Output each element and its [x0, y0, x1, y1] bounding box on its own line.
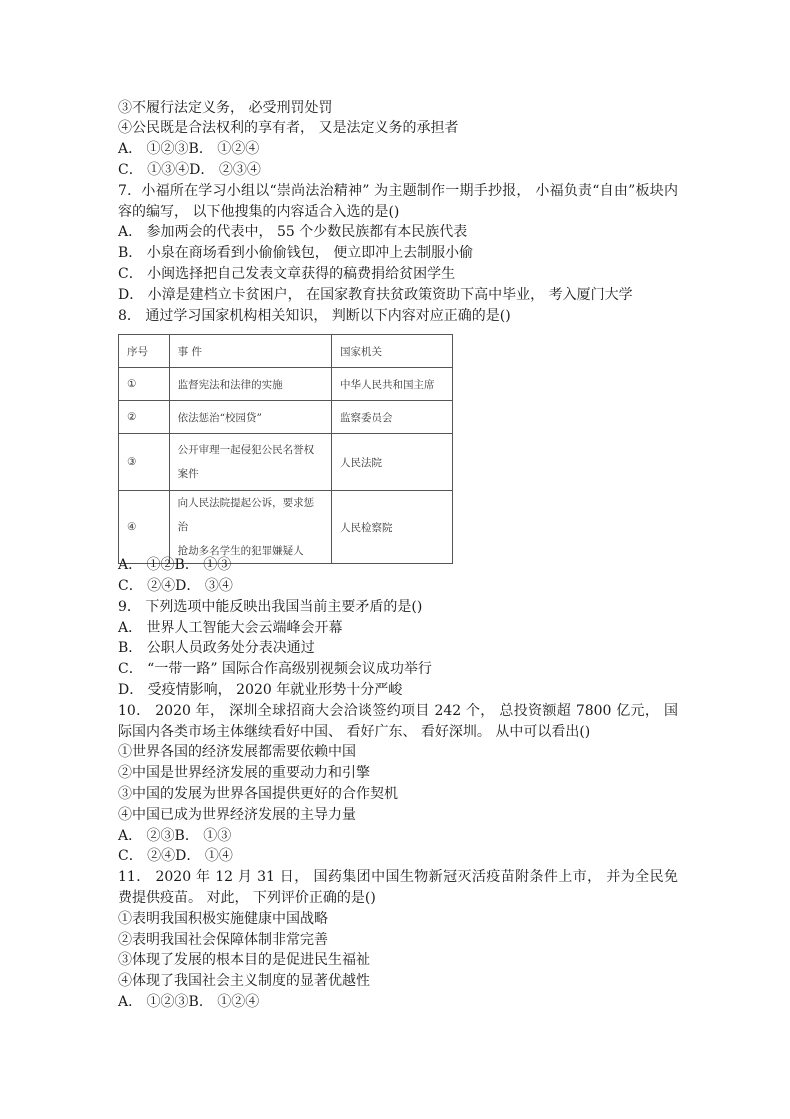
- row-number: ③: [119, 434, 170, 491]
- option-line: ④体现了我国社会主义制度的显著优越性: [118, 973, 370, 989]
- question-8-stem: 8． 通过学习国家机构相关知识， 判断以下内容对应正确的是(): [118, 308, 511, 324]
- option-line: ②表明我国社会保障体制非常完善: [118, 932, 328, 948]
- choice-a: A． 参加两会的代表中， 55 个少数民族都有本民族代表: [118, 224, 468, 240]
- option-line: ③中国的发展为世界各国提供更好的合作契机: [118, 786, 398, 802]
- question-10-stem-cont: 际国内各类市场主体继续看好中国、 看好广东、 看好深圳。 从中可以看出(): [118, 724, 591, 740]
- option-line: ④公民既是合法权利的享有者， 又是法定义务的承担者: [118, 120, 459, 136]
- answer-choices: A． ①②③B． ①②④: [118, 994, 260, 1010]
- organ-cell: 中华人民共和国主席: [332, 368, 453, 401]
- table-row: [119, 434, 453, 491]
- row-number: ①: [119, 368, 170, 401]
- question-10-stem: 10． 2020 年， 深圳全球招商大会洽谈签约项目 242 个， 总投资额超 7800 亿元， 国: [118, 703, 678, 719]
- organ-cell: 人民法院: [332, 434, 453, 491]
- choice-c: C． “一带一路” 国际合作高级别视频会议成功举行: [118, 661, 432, 677]
- choice-a: A． 世界人工智能大会云端峰会开幕: [118, 620, 343, 636]
- event-line: 公开审理一起侵犯公民名誉权: [177, 444, 315, 456]
- question-11-stem-cont: 费提供疫苗。 对此， 下列评价正确的是(): [118, 890, 376, 906]
- event-cell: [169, 434, 331, 491]
- table-row: [119, 491, 453, 564]
- question-7-stem-cont: 容的编写， 以下他搜集的内容适合入选的是(): [118, 204, 400, 220]
- event-cell: 依法惩治“校园贷”: [169, 401, 331, 434]
- answer-choices: C． ②④D． ①④: [118, 848, 233, 864]
- organ-cell: 监察委员会: [332, 401, 453, 434]
- event-cell: [169, 491, 331, 564]
- option-line: ③体现了发展的根本目的是促进民生福祉: [118, 952, 370, 968]
- choice-c: C． 小闽选择把自己发表文章获得的稿费捐给贫困学生: [118, 266, 456, 282]
- question-7-stem: 7．小福所在学习小组以“崇尚法治精神” 为主题制作一期手抄报， 小福负责“自由”板块内: [118, 183, 678, 199]
- event-line: 案件: [177, 468, 199, 480]
- row-number: ④: [119, 491, 170, 564]
- table-header-cell: 事 件: [169, 335, 331, 368]
- answer-choices: A． ②③B． ①③: [118, 828, 232, 844]
- choice-d: D． 受疫情影响， 2020 年就业形势十分严峻: [118, 682, 403, 698]
- organ-cell: 人民检察院: [332, 491, 453, 564]
- option-line: ①世界各国的经济发展都需要依赖中国: [118, 744, 356, 760]
- choice-d: D． 小漳是建档立卡贫困户， 在国家教育扶贫政策资助下高中毕业， 考入厦门大学: [118, 287, 633, 303]
- option-line: ①表明我国积极实施健康中国战略: [118, 911, 328, 927]
- table-header-row: [119, 335, 453, 368]
- table-row: [119, 401, 453, 434]
- event-cell: 监督宪法和法律的实施: [169, 368, 331, 401]
- choice-b: B． 小泉在商场看到小偷偷钱包， 便立即冲上去制服小偷: [118, 245, 474, 261]
- answer-choices: A． ①②③B． ①②④: [118, 141, 260, 157]
- option-line: ③不履行法定义务， 必受刑罚处罚: [118, 100, 333, 116]
- option-line: ④中国已成为世界经济发展的主导力量: [118, 807, 356, 823]
- state-organs-table: [118, 334, 453, 564]
- question-11-stem: 11． 2020 年 12 月 31 日， 国药集团中国生物新冠灭活疫苗附条件上市， 并为全民免: [118, 869, 678, 885]
- event-line: 抢劫多名学生的犯罪嫌疑人: [177, 545, 304, 557]
- option-line: ②中国是世界经济发展的重要动力和引擎: [118, 765, 370, 781]
- answer-choices: C． ①③④D． ②③④: [118, 162, 261, 178]
- table-header-cell: 国家机关: [332, 335, 453, 368]
- answer-choices: C． ②④D． ③④: [118, 578, 233, 594]
- row-number: ②: [119, 401, 170, 434]
- answer-choices: A． ①②B． ①③: [118, 557, 232, 573]
- table-header-cell: 序号: [119, 335, 170, 368]
- table-row: [119, 368, 453, 401]
- event-line: 向人民法院提起公诉，要求惩治: [177, 497, 315, 533]
- question-9-stem: 9． 下列选项中能反映出我国当前主要矛盾的是(): [118, 599, 423, 615]
- choice-b: B． 公职人员政务处分表决通过: [118, 640, 315, 656]
